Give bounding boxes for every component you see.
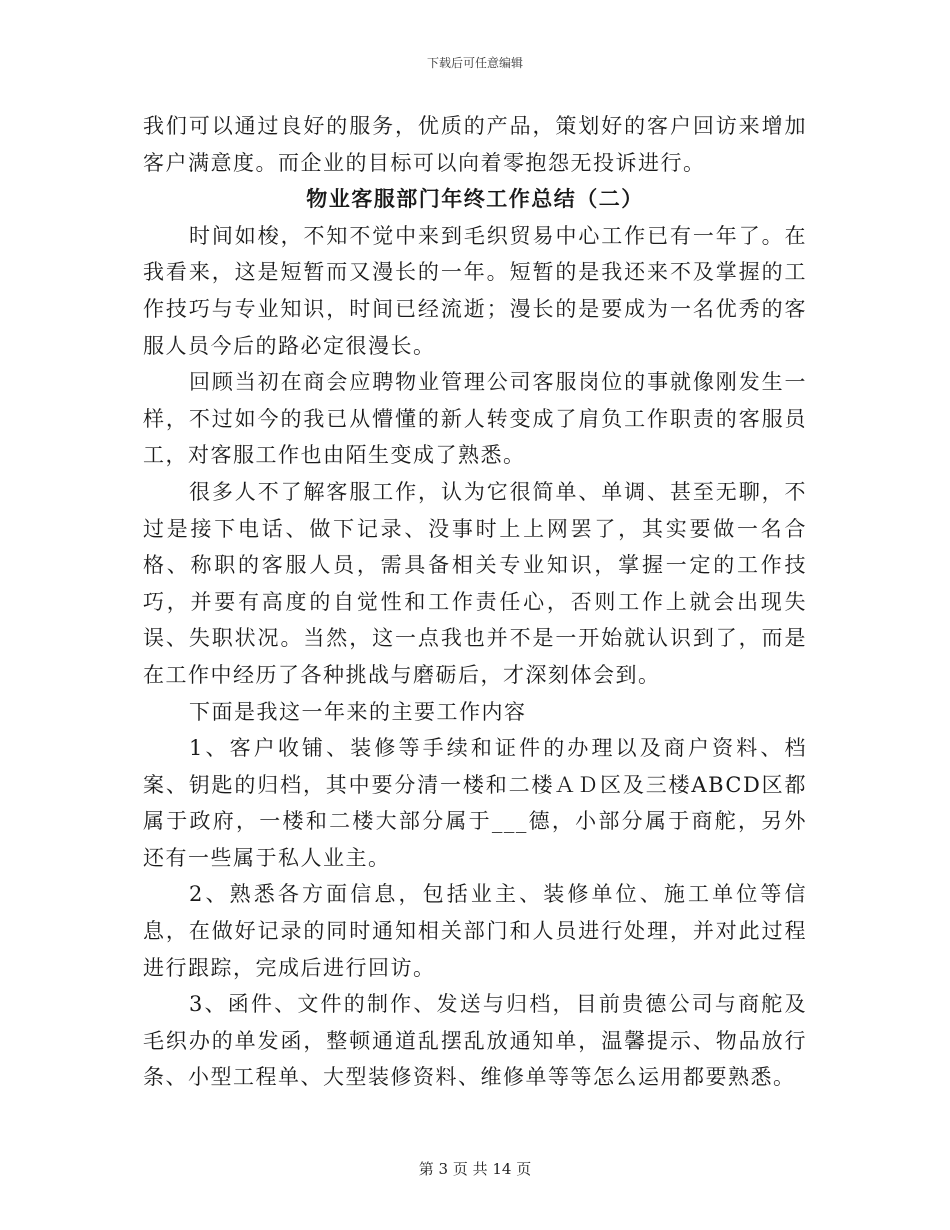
page-number: 第 3 页 共 14 页	[418, 1160, 532, 1178]
document-title: 物业客服部门年终工作总结（二）	[306, 186, 644, 212]
paragraph-1: 时间如梭，不知不觉中来到毛织贸易中心工作已有一年了。在我看来，这是短暂而又漫长的一年。短暂的是我还来不及掌握的工作技巧与专业知识，时间已经流逝；漫长的是要成为一名优秀的客服人员今后的路必定很漫长。	[143, 223, 807, 358]
paragraph-4: 下面是我这一年来的主要工作内容	[189, 699, 527, 724]
paragraph-6: 2、熟悉各方面信息，包括业主、装修单位、施工单位等信息，在做好记录的同时通知相关部门和人员进行处理，并对此过程进行跟踪，完成后进行回访。	[143, 882, 807, 980]
document-body	[143, 108, 807, 1096]
page-header: 下载后可任意编辑	[426, 56, 523, 70]
paragraph-2: 回顾当初在商会应聘物业管理公司客服岗位的事就像刚发生一样，不过如今的我已从懵懂的新人转变成了肩负工作职责的客服员工，对客服工作也由陌生变成了熟悉。	[143, 370, 807, 468]
paragraph-5: 1、客户收铺、装修等手续和证件的办理以及商户资料、档案、钥匙的归档，其中要分清一楼和二楼ＡＤ区及三楼ABCD区都属于政府，一楼和二楼大部分属于___德，小部分属于商舵，另外还有一些属于私人业主。	[143, 736, 807, 870]
intro-paragraph: 我们可以通过良好的服务，优质的产品，策划好的客户回访来增加客户满意度。而企业的目标可以向着零抱怨无投诉进行。	[143, 114, 807, 175]
paragraph-7: 3、函件、文件的制作、发送与归档，目前贵德公司与商舵及毛织办的单发函，整顿通道乱摆乱放通知单，温馨提示、物品放行条、小型工程单、大型装修资料、维修单等等怎么运用都要熟悉。	[143, 992, 807, 1090]
paragraph-3: 很多人不了解客服工作，认为它很简单、单调、甚至无聊，不过是接下电话、做下记录、没事时上上网罢了，其实要做一名合格、称职的客服人员，需具备相关专业知识，掌握一定的工作技巧，并要有高度的自觉性和工作责任心，否则工作上就会出现失误、失职状况。当然，这一点我也并不是一开始就认识到了，而是在工作中经历了各种挑战与磨砺后，才深刻体会到。	[143, 479, 807, 687]
